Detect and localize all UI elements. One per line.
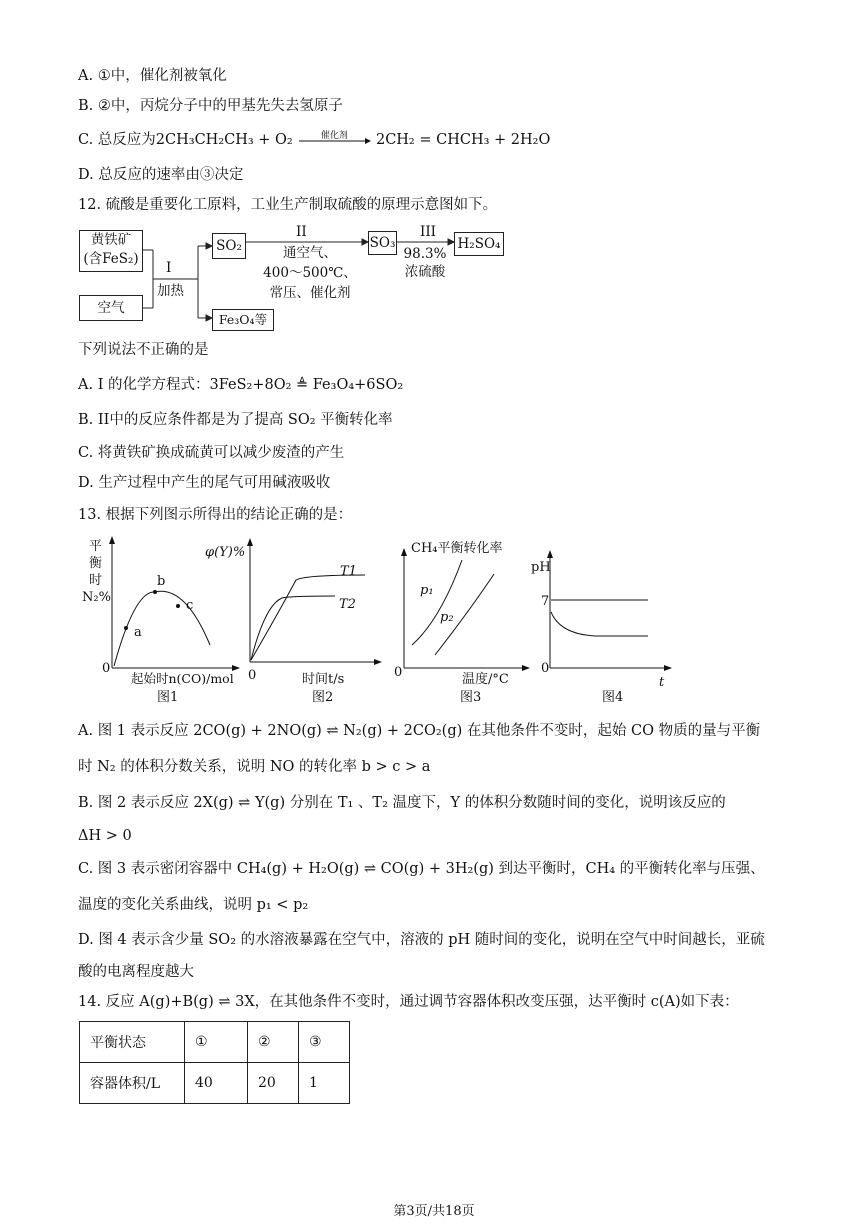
q12-stem: 12. 硫酸是重要化工原料，工业生产制取硫酸的原理示意图如下。 — [78, 197, 498, 213]
fig2-ylabel: φ(Y)% — [205, 545, 246, 560]
q14-table — [79, 1021, 350, 1104]
fig3-origin: 0 — [394, 665, 403, 680]
fig1-point-a — [124, 626, 128, 630]
q11-option-c-prefix: C. 总反应为 — [78, 132, 156, 148]
so2-box: SO₂ — [212, 233, 246, 259]
fig2-curve-t2 — [251, 596, 335, 660]
fig1-ylabel-2: 衡 — [89, 556, 103, 571]
q11-option-c-left: 2CH₃CH₂CH₃ + O₂ — [155, 132, 293, 148]
table-row — [80, 1022, 350, 1063]
fe3o4-box: Fe₃O₄等 — [212, 309, 274, 331]
fig2-xlabel: 时间t/s — [302, 672, 345, 687]
fig4-origin: 0 — [541, 661, 550, 676]
q11-option-a: A. ①中，催化剂被氧化 — [78, 68, 227, 84]
fig3-label-p2: p₂ — [440, 610, 454, 625]
fig4-tick-7: 7 — [541, 594, 550, 609]
step3-label: III — [420, 224, 436, 240]
step2-cond-3: 常压、催化剂 — [269, 285, 351, 301]
table-cell: 1 — [299, 1063, 350, 1104]
q13-option-b-line2: ΔH > 0 — [78, 828, 132, 844]
fig1-caption: 图1 — [157, 690, 179, 705]
q13-option-c-line1: C. 图 3 表示密闭容器中 CH₄(g) + H₂O(g) ⇌ CO(g) + 3H₂(g) 到达平衡时，CH₄ 的平衡转化率与压强、 — [78, 861, 765, 877]
fig2-label-t2: T2 — [339, 597, 356, 612]
q11-option-b: B. ②中，丙烷分子中的甲基先失去氢原子 — [78, 98, 343, 114]
catalyst-label: 催化剂 — [320, 131, 348, 141]
fig1-point-c — [176, 604, 180, 608]
q14-stem: 14. 反应 A(g)+B(g) ⇌ 3X，在其他条件不变时，通过调节容器体积改变压强，达平衡时 c(A)如下表： — [78, 994, 739, 1010]
air-box: 空气 — [79, 295, 143, 321]
fig3-caption: 图3 — [460, 690, 482, 705]
fig1-label-b: b — [157, 574, 166, 589]
pyrite-sub-label: (含FeS₂) — [83, 251, 139, 267]
q12-option-d: D. 生产过程中产生的尾气可用碱液吸收 — [78, 475, 331, 491]
fig3-ylabel: CH₄平衡转化率 — [411, 541, 503, 556]
fig4-curve — [551, 612, 648, 636]
q12-option-c: C. 将黄铁矿换成硫黄可以减少废渣的产生 — [78, 445, 345, 461]
step2-label: II — [296, 224, 307, 240]
table-cell: 20 — [248, 1063, 299, 1104]
fig2-caption: 图2 — [312, 690, 334, 705]
step3-cond-2: 浓硫酸 — [404, 264, 446, 280]
fig2-curve-t1 — [251, 575, 365, 660]
fig2-label-t1: T1 — [340, 564, 357, 579]
q12-option-b: B. II中的反应条件都是为了提高 SO₂ 平衡转化率 — [78, 412, 393, 428]
fig1-xlabel: 起始时n(CO)/mol — [131, 671, 234, 686]
table-cell: 平衡状态 — [80, 1022, 185, 1063]
step1-condition: 加热 — [157, 283, 184, 299]
pyrite-label: 黄铁矿 — [90, 232, 132, 248]
fig4-caption: 图4 — [602, 690, 624, 705]
fig3-xlabel: 温度/°C — [462, 672, 509, 687]
fig2-origin: 0 — [248, 668, 257, 683]
fig3-label-p1: p₁ — [420, 583, 434, 598]
q13-option-a-line2: 时 N₂ 的体积分数关系，说明 NO 的转化率 b > c > a — [78, 759, 431, 775]
page-footer: 第3页/共18页 — [393, 1204, 475, 1219]
fig1-label-c: c — [186, 598, 194, 613]
fig4-xlabel: t — [659, 675, 665, 690]
step2-cond-2: 400～500℃、 — [263, 265, 357, 281]
q13-option-d-line1: D. 图 4 表示含少量 SO₂ 的水溶液暴露在空气中，溶液的 pH 随时间的变化，说明在空气中时间越长，亚硫 — [78, 932, 765, 948]
so3-box: SO₃ — [368, 231, 397, 255]
q12-option-a: A. I 的化学方程式：3FeS₂+8O₂ ≜ Fe₃O₄+6SO₂ — [78, 377, 404, 393]
h2so4-box: H₂SO₄ — [454, 232, 504, 256]
table-cell: 40 — [185, 1063, 248, 1104]
q13-option-c-line2: 温度的变化关系曲线，说明 p₁ < p₂ — [78, 897, 309, 913]
q13-option-b-line1: B. 图 2 表示反应 2X(g) ⇌ Y(g) 分别在 T₁ 、T₂ 温度下，Y 的体积分数随时间的变化，说明该反应的 — [78, 795, 726, 811]
q13-option-a-line1: A. 图 1 表示反应 2CO(g) + 2NO(g) ⇌ N₂(g) + 2CO₂(g) 在其他条件不变时，起始 CO 物质的量与平衡 — [78, 723, 761, 739]
q11-option-c-right: 2CH₂ = CHCH₃ + 2H₂O — [375, 132, 551, 148]
table-cell: 容器体积/L — [80, 1063, 185, 1104]
table-cell: ② — [248, 1022, 299, 1063]
fig1-ylabel-4: N₂% — [82, 590, 111, 605]
fig1-label-a: a — [134, 625, 142, 640]
fig4-ylabel: pH — [531, 560, 551, 575]
fig1-ylabel-1: 平 — [89, 539, 103, 554]
table-cell: ① — [185, 1022, 248, 1063]
fig1-origin: 0 — [102, 661, 111, 676]
step3-cond-1: 98.3% — [403, 246, 447, 262]
table-row — [80, 1063, 350, 1104]
fig3-curve-p1 — [412, 560, 462, 645]
q11-option-d: D. 总反应的速率由③决定 — [78, 167, 244, 183]
fig1-curve — [114, 591, 210, 666]
fig1-point-b — [153, 590, 157, 594]
step1-label: I — [166, 260, 172, 276]
fig1-ylabel-3: 时 — [89, 573, 103, 588]
step2-cond-1: 通空气、 — [283, 245, 337, 261]
q12-question: 下列说法不正确的是 — [78, 342, 209, 358]
table-cell: ③ — [299, 1022, 350, 1063]
q13-stem: 13. 根据下列图示所得出的结论正确的是： — [78, 507, 353, 523]
q13-option-d-line2: 酸的电离程度越大 — [78, 964, 194, 980]
